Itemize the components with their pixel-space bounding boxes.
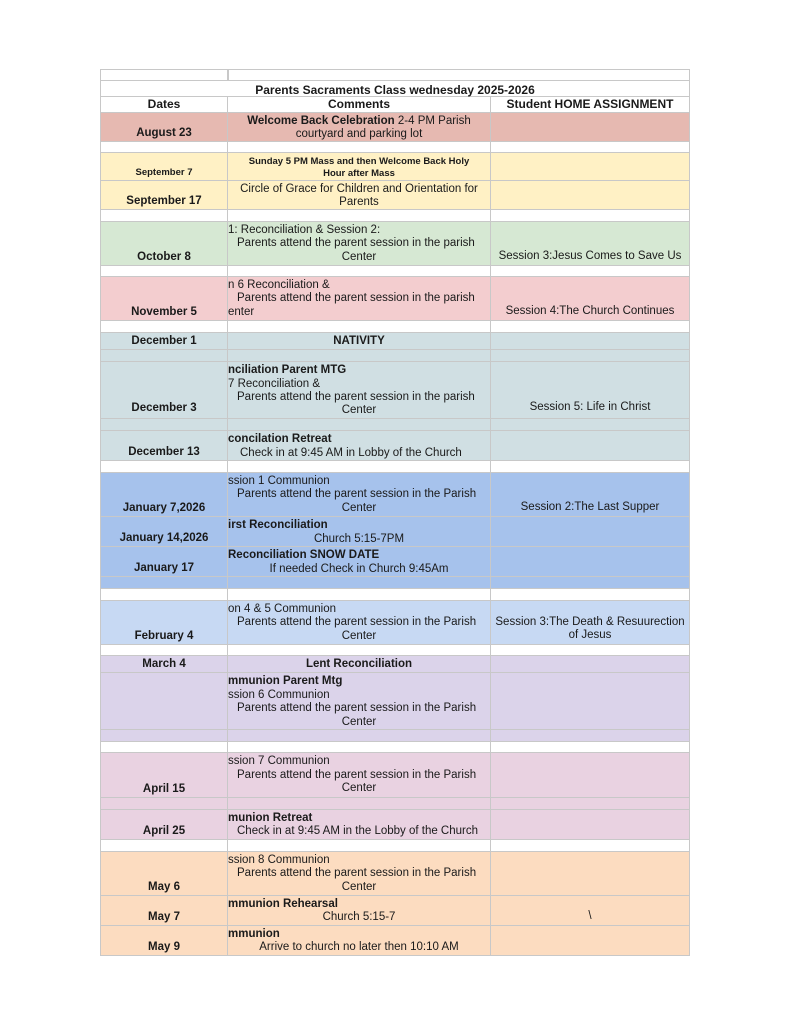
- comment-line: 7 Reconciliation &: [228, 378, 321, 390]
- comment-line: If needed Check in Church 9:45Am: [269, 563, 449, 575]
- assignment-cell: Session 3:Jesus Comes to Save Us: [498, 250, 682, 262]
- assignment-header: Student HOME ASSIGNMENT: [506, 97, 674, 111]
- date-cell: May 6: [148, 881, 180, 893]
- comment-line: nciliation Parent MTG: [228, 364, 347, 376]
- comment-line: Parents: [339, 196, 379, 208]
- table-row: [100, 753, 690, 798]
- assignment-cell: Session 2:The Last Supper: [520, 501, 660, 513]
- comment-line: Hour after Mass: [323, 168, 395, 179]
- comment-line: munion Retreat: [228, 812, 313, 824]
- comment-line: irst Reconciliation: [228, 519, 328, 531]
- date-cell: January 7,2026: [122, 502, 206, 514]
- comment-line: Parents attend the parent session in the parish: [237, 292, 475, 304]
- blank-row: [100, 589, 690, 601]
- table-row: [100, 896, 690, 926]
- comment-line: Parents attend the parent session in the Parish: [237, 769, 477, 781]
- comment-line: Parents attend the parent session in the Parish: [237, 616, 477, 628]
- comment-line: Church 5:15-7: [322, 911, 396, 923]
- comment-line: Sunday 5 PM Mass and then Welcome Back Holy: [248, 156, 470, 167]
- comment-line: courtyard and parking lot: [295, 128, 423, 140]
- date-cell: October 8: [137, 251, 191, 263]
- date-cell: December 13: [128, 446, 200, 458]
- sheet-title: Parents Sacraments Class wednesday 2025-2026: [255, 83, 535, 97]
- table-row: [100, 181, 690, 210]
- comment-line: NATIVITY: [333, 335, 385, 347]
- table-row: [100, 810, 690, 840]
- comment-line: Center: [341, 251, 377, 263]
- assignment-cell: Session 3:The Death & Resuurection: [495, 616, 685, 628]
- comment-line: Check in at 9:45 AM in the Lobby of the Church: [237, 825, 479, 837]
- comment-line: on 4 & 5 Communion: [228, 603, 337, 615]
- comment-line: Center: [341, 502, 377, 514]
- blank-row: [100, 840, 690, 852]
- comment-line: Center: [341, 716, 377, 728]
- date-cell: March 4: [142, 658, 186, 670]
- table-row: [100, 431, 690, 461]
- table-row: [100, 113, 690, 142]
- comments-header: Comments: [327, 97, 390, 111]
- comment-line: 1: Reconciliation & Session 2:: [228, 224, 381, 236]
- comment-line: ssion 7 Communion: [228, 755, 330, 767]
- table-row: [100, 852, 690, 896]
- header-row: [100, 97, 690, 113]
- table-row: [100, 362, 690, 419]
- table-row: [100, 473, 690, 517]
- table-row: [100, 926, 690, 956]
- blank-row: [100, 730, 690, 742]
- comment-line: Lent Reconciliation: [305, 658, 413, 670]
- table-row: [100, 673, 690, 730]
- assignment-cell: of Jesus: [568, 629, 612, 641]
- comment-line: Parents attend the parent session in the parish: [237, 237, 475, 249]
- blank-row: [100, 350, 690, 362]
- date-cell: January 14,2026: [119, 532, 209, 544]
- blank-row: [100, 210, 690, 222]
- comment-line: Check in at 9:45 AM in Lobby of the Church: [240, 447, 462, 459]
- table-row: [100, 333, 690, 350]
- blank-row: [100, 69, 690, 81]
- comment-line: Center: [341, 404, 377, 416]
- comment-line: Reconciliation SNOW DATE: [228, 549, 380, 561]
- comment-line: Parents attend the parent session in the Parish: [237, 488, 477, 500]
- title-row: [100, 81, 690, 97]
- assignment-cell: \: [588, 910, 592, 922]
- comment-line: ssion 6 Communion: [228, 689, 330, 701]
- blank-row: [100, 461, 690, 473]
- date-cell: February 4: [134, 630, 194, 642]
- date-cell: April 15: [142, 783, 186, 795]
- blank-row: [100, 645, 690, 656]
- comment-line: Welcome Back Celebration 2-4 PM Parish: [247, 115, 471, 127]
- comment-line: ssion 8 Communion: [228, 854, 330, 866]
- comment-line: Parents attend the parent session in the Parish: [237, 867, 477, 879]
- comment-line: Center: [341, 881, 377, 893]
- dates-header: Dates: [147, 97, 181, 111]
- date-cell: May 7: [148, 911, 180, 923]
- blank-row: [100, 419, 690, 431]
- date-cell: September 17: [126, 195, 202, 207]
- assignment-cell: Session 5: Life in Christ: [529, 401, 651, 413]
- comment-line: Church 5:15-7PM: [313, 533, 405, 545]
- blank-row: [100, 266, 690, 277]
- assignment-cell: Session 4:The Church Continues: [505, 305, 675, 317]
- blank-row: [100, 142, 690, 153]
- blank-row: [100, 577, 690, 589]
- table-row: [100, 547, 690, 577]
- date-cell: August 23: [136, 127, 192, 139]
- date-cell: April 25: [142, 825, 186, 837]
- table-row: [100, 153, 690, 181]
- blank-row: [100, 798, 690, 810]
- comment-line: Parents attend the parent session in the parish: [237, 391, 475, 403]
- date-cell: December 1: [131, 335, 197, 347]
- table-row: [100, 517, 690, 547]
- blank-row: [100, 321, 690, 333]
- comment-line: enter: [228, 306, 255, 318]
- table-row: [100, 656, 690, 673]
- comment-line: mmunion: [228, 928, 280, 940]
- comment-line: Circle of Grace for Children and Orientation for: [240, 183, 478, 195]
- date-cell: January 17: [133, 562, 195, 574]
- comment-line: Center: [341, 782, 377, 794]
- comment-line: mmunion Rehearsal: [228, 898, 338, 910]
- comment-line: ssion 1 Communion: [228, 475, 330, 487]
- comment-line: Parents attend the parent session in the Parish: [237, 702, 477, 714]
- date-cell: November 5: [131, 306, 197, 318]
- table-row: [100, 222, 690, 266]
- date-cell: September 7: [135, 167, 193, 178]
- comment-line: Arrive to church no later then 10:10 AM: [259, 941, 459, 953]
- comment-line: Center: [341, 630, 377, 642]
- table-row: [100, 601, 690, 645]
- date-cell: May 9: [148, 941, 180, 953]
- table-row: [100, 277, 690, 321]
- comment-line: mmunion Parent Mtg: [228, 675, 343, 687]
- blank-row: [100, 742, 690, 753]
- date-cell: December 3: [131, 402, 197, 414]
- comment-line: n 6 Reconciliation &: [228, 279, 330, 291]
- comment-line: concilation Retreat: [228, 433, 332, 445]
